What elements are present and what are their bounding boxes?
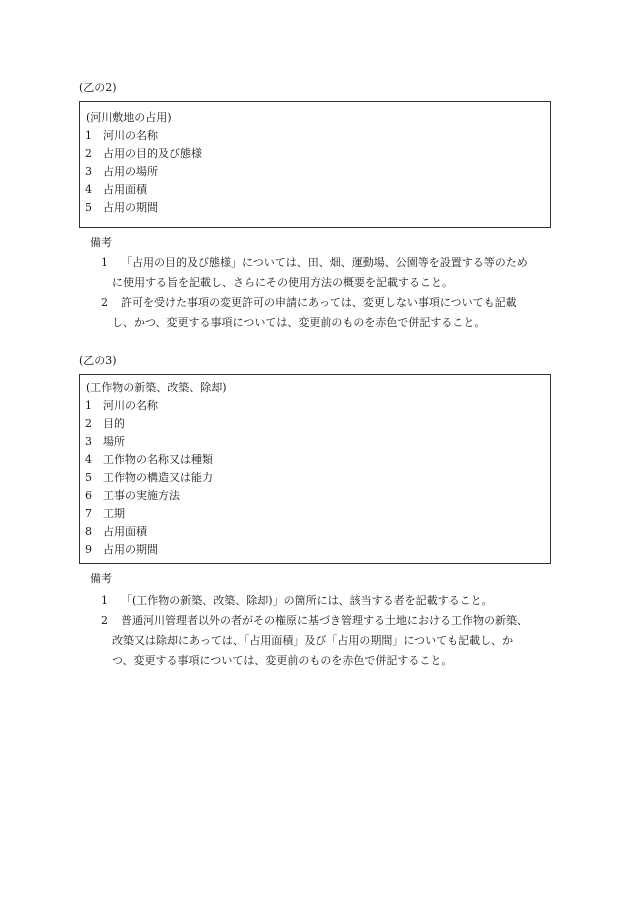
box-heading: (工作物の新築、改築、除却) (86, 381, 227, 394)
list-item: 4 工作物の名称又は種類 (85, 453, 213, 466)
list-item: 3 場所 (85, 435, 125, 448)
list-item: 2 占用の目的及び態様 (85, 147, 202, 160)
list-item: 8 占用面積 (85, 525, 147, 538)
items-box (79, 101, 551, 228)
note-line: つ、変更する事項については、変更前のものを赤色で併記すること。 (112, 654, 453, 667)
notes-title: 備考 (90, 572, 112, 585)
list-item: 7 工期 (85, 507, 125, 520)
list-item: 5 工作物の構造又は能力 (85, 471, 213, 484)
note-line: 改築又は除却にあっては、「占用面積」及び「占用の期間」についても記載し、か (112, 634, 514, 647)
note-line: し、かつ、変更する事項については、変更前のものを赤色で併記すること。 (112, 316, 486, 329)
list-item: 1 河川の名称 (85, 129, 158, 142)
note-line: 1 「(工作物の新築、改築、除却)」の箇所には、該当する者を記載すること。 (101, 594, 493, 607)
box-heading: (河川敷地の占用) (86, 111, 172, 124)
notes-title: 備考 (90, 236, 112, 249)
list-item: 2 目的 (85, 417, 125, 430)
list-item: 6 工事の実施方法 (85, 489, 180, 502)
section-label: (乙の2) (79, 81, 117, 94)
list-item: 3 占用の場所 (85, 165, 158, 178)
list-item: 4 占用面積 (85, 183, 147, 196)
section-label: (乙の3) (79, 354, 117, 367)
note-line: 2 許可を受けた事項の変更許可の申請にあっては、変更しない事項についても記載 (101, 296, 517, 309)
list-item: 5 占用の期間 (85, 201, 158, 214)
note-line: 1 「占用の目的及び態様」については、田、畑、運動場、公園等を設置する等のため (101, 256, 528, 269)
note-line: 2 普通河川管理者以外の者がその権原に基づき管理する土地における工作物の新築、 (101, 614, 528, 627)
items-box (79, 374, 551, 564)
note-line: に使用する旨を記載し、さらにその使用方法の概要を記載すること。 (112, 276, 453, 289)
list-item: 9 占用の期間 (85, 543, 158, 556)
list-item: 1 河川の名称 (85, 399, 158, 412)
